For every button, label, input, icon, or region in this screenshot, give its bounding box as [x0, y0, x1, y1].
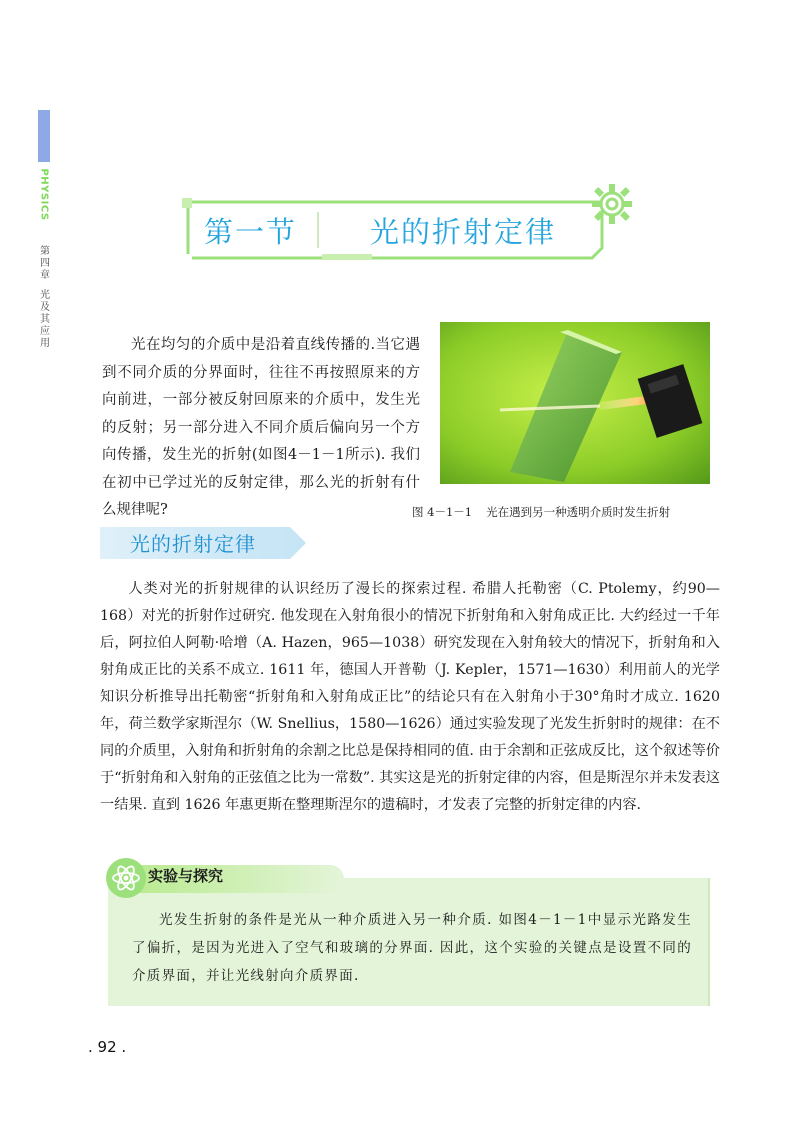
refraction-photo: [440, 322, 710, 484]
chapter-char: 光: [40, 290, 50, 301]
intro-paragraph: 光在均匀的介质中是沿着直线传播的.当它遇到不同介质的分界面时，往往不再按照原来的方向前进，一部分被反射回原来的介质中，发生光的反射；另一部分进入不同介质后偏向另一个方向传播，发生光的折射(如图4－1－1所示). 我们在初中已学过光的反射定律，那么光的折射有什么规律呢?: [102, 337, 420, 518]
intro-text: [102, 332, 420, 525]
chapter-char: 章: [40, 270, 50, 281]
main-text: [100, 576, 720, 819]
experiment-paragraph: 光发生折射的条件是光从一种介质进入另一种介质. 如图4－1－1中显示光路发生了偏折，是因为光进入了空气和玻璃的分界面. 因此，这个实验的关键点是设置不同的介质界面，并让光线射向介质界面.: [132, 912, 692, 984]
chapter-char: 其: [40, 314, 50, 325]
chapter-char: 四: [40, 258, 50, 269]
chapter-number: [38, 246, 52, 282]
section-number: 第一节: [204, 215, 298, 249]
page-number: . 92 .: [88, 1038, 127, 1056]
subsection-heading: 光的折射定律: [100, 523, 306, 563]
chapter-char: 第: [40, 246, 50, 257]
figure-caption-text: 光在遇到另一种透明介质时发生折射: [486, 505, 671, 519]
side-chapter-label: [38, 246, 52, 350]
main-paragraph: 人类对光的折射规律的认识经历了漫长的探索过程. 希腊人托勒密（C. Ptolemy，约90—168）对光的折射作过研究. 他发现在入射角很小的情况下折射角和入射角成正比. 大约经过一千年后，阿拉伯人阿勒·哈增（A. Hazen，965—1038）研究发现在入射角较大的情况下，折射角和入射角成正比的关系不成立. 1611 年，德国人开普勒（J. Kepler，1571—1630）利用前人的光学知识分析推导出托勒密“折射角和入射角成正比”的结论只有在入射角小于30°角时才成立. 1620 年，荷兰数学家斯涅尔（W. Snellius，1580—1626）通过实验发现了光发生折射时的规律：在不同的介质里，入射角和折射角的余割之比总是保持相同的值. 由于余割和正弦成反比，这个叙述等价于“折射角和入射角的正弦值之比为一常数”. 其实这是光的折射定律的内容，但是斯涅尔并未发表这一结果. 直到 1626 年惠更斯在整理斯涅尔的遗稿时，才发表了完整的折射定律的内容.: [100, 581, 720, 813]
chapter-char: 应: [40, 326, 50, 337]
chapter-char: 用: [40, 338, 50, 349]
side-subject-label: PHYSICS: [38, 167, 50, 221]
side-color-bar: [38, 110, 50, 162]
figure-caption: [412, 504, 732, 520]
section-heading: 光的折射定律: [370, 215, 557, 249]
experiment-text: [132, 906, 692, 990]
figure-number: 图 4－1－1: [412, 505, 473, 519]
chapter-title: [38, 290, 52, 350]
chapter-char: 及: [40, 302, 50, 313]
section-title: [182, 198, 612, 262]
experiment-label: 实验与探究: [104, 855, 344, 901]
